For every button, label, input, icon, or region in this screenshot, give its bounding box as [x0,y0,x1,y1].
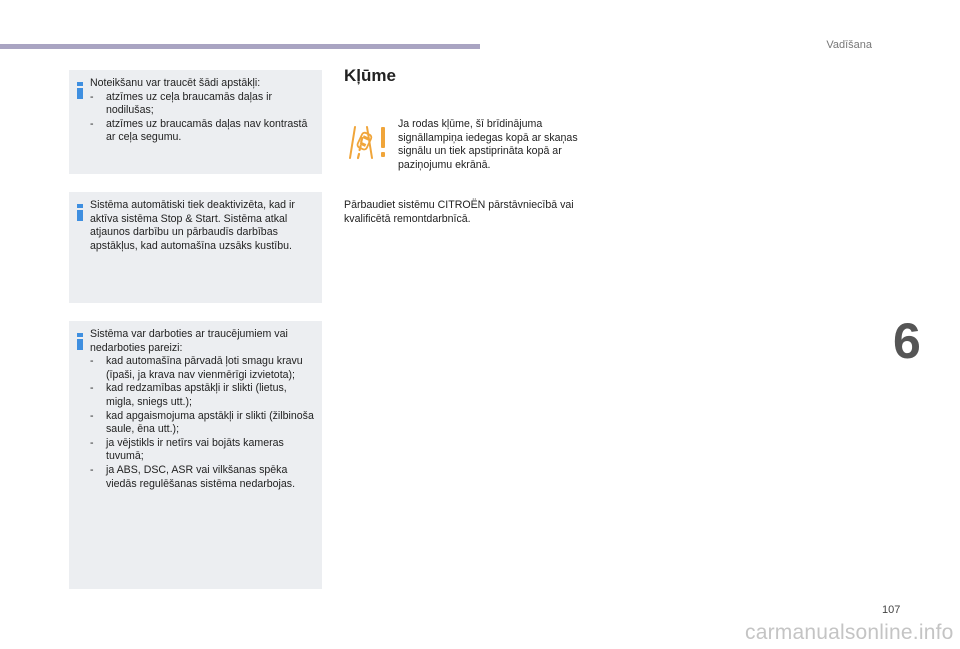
list-item: - atzīmes uz ceļa braucamās daļas ir nodilušas; [90,91,314,118]
fault-instruction: Pārbaudiet sistēmu CITROËN pārstāvniecībā vai kvalificētā remontdarbnīcā. [344,199,574,225]
info-note-malfunction [69,321,322,589]
list-item: - ja ABS, DSC, ASR vai vilkšanas spēka viedās regulēšanas sistēma nedarbojas. [90,464,314,491]
info-icon [77,82,83,99]
header-accent-bar [0,44,480,49]
list-item: - ja vējstikls ir netīrs vai bojāts kameras tuvumā; [90,437,314,464]
chapter-number: 6 [893,313,921,369]
fault-heading: Kļūme [344,66,396,85]
condition-list [90,355,314,491]
list-item: - kad apgaismojuma apstākļi ir slikti (žilbinoša saule, ēna utt.); [90,410,314,437]
note-text: Sistēma automātiski tiek deaktivizēta, kad ir aktīva sistēma Stop & Start. Sistēma atkal atjaunos darbību un pārbaudīs darbības apstākļus, kad automašīna uzsāks kustību. [90,199,295,252]
info-note-stop-start [69,192,322,303]
list-item: - atzīmes uz braucamās daļas nav kontrastā ar ceļa segumu. [90,118,314,145]
lane-warning-icon [345,124,391,160]
section-title: Vadīšana [826,39,872,51]
list-item: - kad redzamības apstākļi ir slikti (lietus, migla, sniegs utt.); [90,382,314,409]
page-number: 107 [882,604,901,616]
note-intro: Sistēma var darboties ar traucējumiem vai nedarboties pareizi: [90,328,288,354]
info-icon [77,333,83,350]
warning-description: Ja rodas kļūme, šī brīdinājuma signāllampiņa iedegas kopā ar skaņas signālu un tiek apstiprināta kopā ar paziņojumu ekrānā. [398,118,578,171]
list-item: - kad automašīna pārvadā ļoti smagu kravu (īpaši, ja krava nav vienmērīgi izvietota); [90,355,314,382]
condition-list [90,91,314,145]
info-note-detection [69,70,322,174]
info-icon [77,204,83,221]
watermark: carmanualsonline.info [745,621,954,644]
note-intro: Noteikšanu var traucēt šādi apstākļi: [90,77,261,89]
